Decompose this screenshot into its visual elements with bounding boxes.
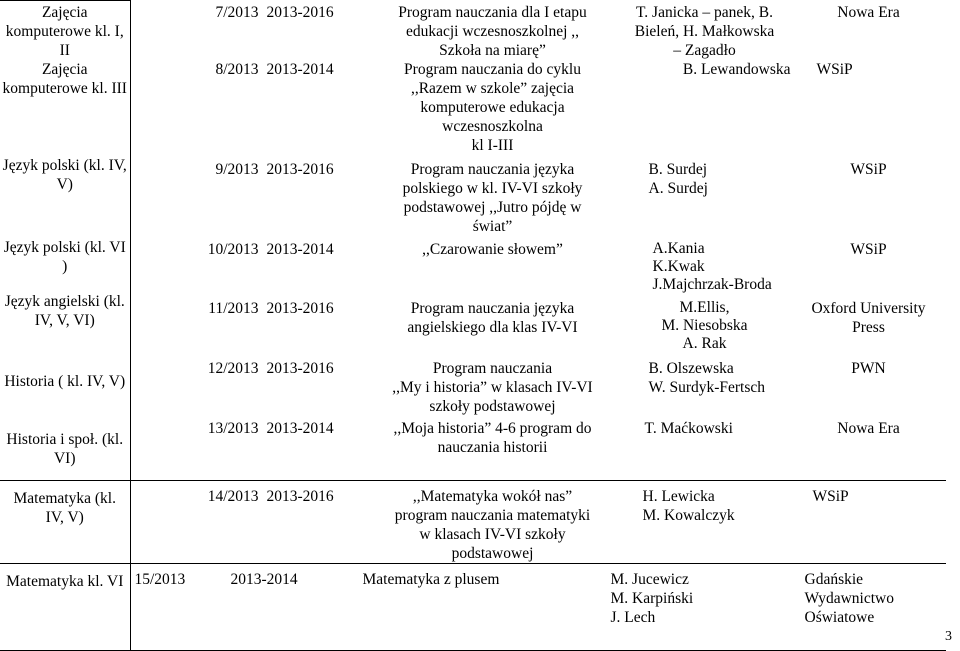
entry-program: ,,Moja historia” 4-6 program do nauczania historii bbox=[393, 419, 592, 456]
rows-cell bbox=[130, 564, 946, 651]
entry-years: 2013-2014 bbox=[266, 240, 334, 258]
entry-authors: A.Kania K.Kwak J.Majchrzak-Broda bbox=[652, 239, 772, 293]
entry-number: 10/2013 bbox=[207, 240, 259, 258]
rows-cell bbox=[130, 1, 946, 481]
entry-number: 12/2013 bbox=[207, 359, 259, 377]
entry-years: 2013-2014 bbox=[266, 419, 334, 437]
subjects-cell bbox=[0, 481, 130, 564]
table-row bbox=[131, 570, 947, 627]
entry-number: 13/2013 bbox=[207, 419, 259, 437]
table-row bbox=[131, 160, 947, 240]
entry-program: Program nauczania dla I etapu edukacji wczesnoszkolnej ,, Szkoła na miarę” bbox=[398, 3, 587, 59]
entry-authors: M.Ellis, M. Niesobska A. Rak bbox=[661, 298, 748, 352]
subject-label: Matematyka (kl. IV, V) bbox=[13, 490, 116, 526]
entry-publisher: PWN bbox=[851, 359, 886, 377]
subject-label: Język angielski (kl. IV, V, VI) bbox=[4, 293, 125, 329]
entry-number: 9/2013 bbox=[215, 160, 259, 178]
entry-years: 2013-2016 bbox=[266, 160, 334, 178]
table-row bbox=[131, 240, 947, 299]
table-row bbox=[131, 359, 947, 419]
entry-program: Program nauczania języka polskiego w kl. IV-VI szkoły podstawowej ,,Jutro pójdę w świat” bbox=[402, 160, 583, 235]
entry-publisher: WSiP bbox=[850, 160, 887, 178]
table-row bbox=[131, 1, 947, 60]
table-row bbox=[131, 487, 947, 563]
subjects-cell bbox=[0, 564, 130, 651]
entry-program: Program nauczania do cyklu ,,Razem w szkole” zajęcia komputerowe edukacja wczesnoszkolna kl I-III bbox=[404, 60, 581, 154]
entry-program: Matematyka z plusem bbox=[362, 571, 500, 588]
entry-years: 2013-2016 bbox=[266, 359, 334, 377]
entry-authors: B. Olszewska W. Surdyk-Fertsch bbox=[648, 359, 766, 396]
entry-years: 2013-2016 bbox=[266, 488, 334, 505]
rows-cell bbox=[130, 481, 946, 564]
table-row bbox=[131, 419, 947, 479]
entry-authors: M. Jucewicz M. Karpiński J. Lech bbox=[610, 571, 694, 626]
table-row bbox=[131, 299, 947, 359]
entry-authors: T. Janicka – panek, B. Bieleń, H. Małkowska – Zagadło bbox=[634, 3, 775, 59]
subject-label: Matematyka kl. VI bbox=[6, 573, 124, 590]
entry-authors: T. Maćkowski bbox=[644, 419, 733, 437]
entry-publisher: WSiP bbox=[816, 60, 853, 78]
entry-years: 2013-2014 bbox=[230, 571, 298, 588]
entry-number: 7/2013 bbox=[215, 3, 259, 21]
entry-program: Program nauczania ,,My i historia” w klasach IV-VI szkoły podstawowej bbox=[392, 359, 593, 415]
subject-label: Historia i społ. (kl. VI) bbox=[6, 431, 124, 467]
table-row bbox=[131, 60, 947, 160]
entry-number: 8/2013 bbox=[215, 60, 259, 78]
entry-publisher: WSiP bbox=[812, 488, 849, 505]
entry-years: 2013-2016 bbox=[266, 299, 334, 317]
entry-years: 2013-2014 bbox=[266, 60, 334, 78]
subject-label: Język polski (kl. VI ) bbox=[3, 239, 126, 275]
entry-publisher: Gdańskie Wydawnictwo Oświatowe bbox=[804, 571, 894, 626]
entry-program: Program nauczania języka angielskiego dla klas IV-VI bbox=[407, 299, 578, 336]
entry-years: 2013-2016 bbox=[266, 3, 334, 21]
entry-publisher: WSiP bbox=[850, 240, 887, 258]
entry-publisher: Nowa Era bbox=[837, 3, 900, 21]
entry-publisher: Nowa Era bbox=[837, 419, 900, 437]
subjects-cell bbox=[0, 1, 130, 481]
subject-label: Historia ( kl. IV, V) bbox=[4, 373, 126, 390]
entry-program: ,,Matematyka wokół nas” program nauczania matematyki w klasach IV-VI szkoły podstawowej bbox=[394, 488, 591, 562]
entry-authors: B. Surdej A. Surdej bbox=[648, 160, 708, 197]
entry-publisher: Oxford University Press bbox=[811, 299, 926, 336]
subject-label: Zajęcia komputerowe kl. I, II bbox=[5, 4, 124, 59]
entry-number: 15/2013 bbox=[134, 571, 186, 588]
entry-program: ,,Czarowanie słowem” bbox=[422, 240, 563, 258]
entry-authors: H. Lewicka M. Kowalczyk bbox=[642, 488, 735, 524]
subject-label: Język polski (kl. IV, V) bbox=[2, 157, 127, 193]
page-number: 3 bbox=[945, 629, 952, 644]
entry-number: 11/2013 bbox=[208, 299, 259, 317]
entry-authors: B. Lewandowska bbox=[682, 60, 791, 78]
entry-number: 14/2013 bbox=[207, 488, 259, 505]
subject-label: Zajęcia komputerowe kl. III bbox=[2, 61, 127, 97]
